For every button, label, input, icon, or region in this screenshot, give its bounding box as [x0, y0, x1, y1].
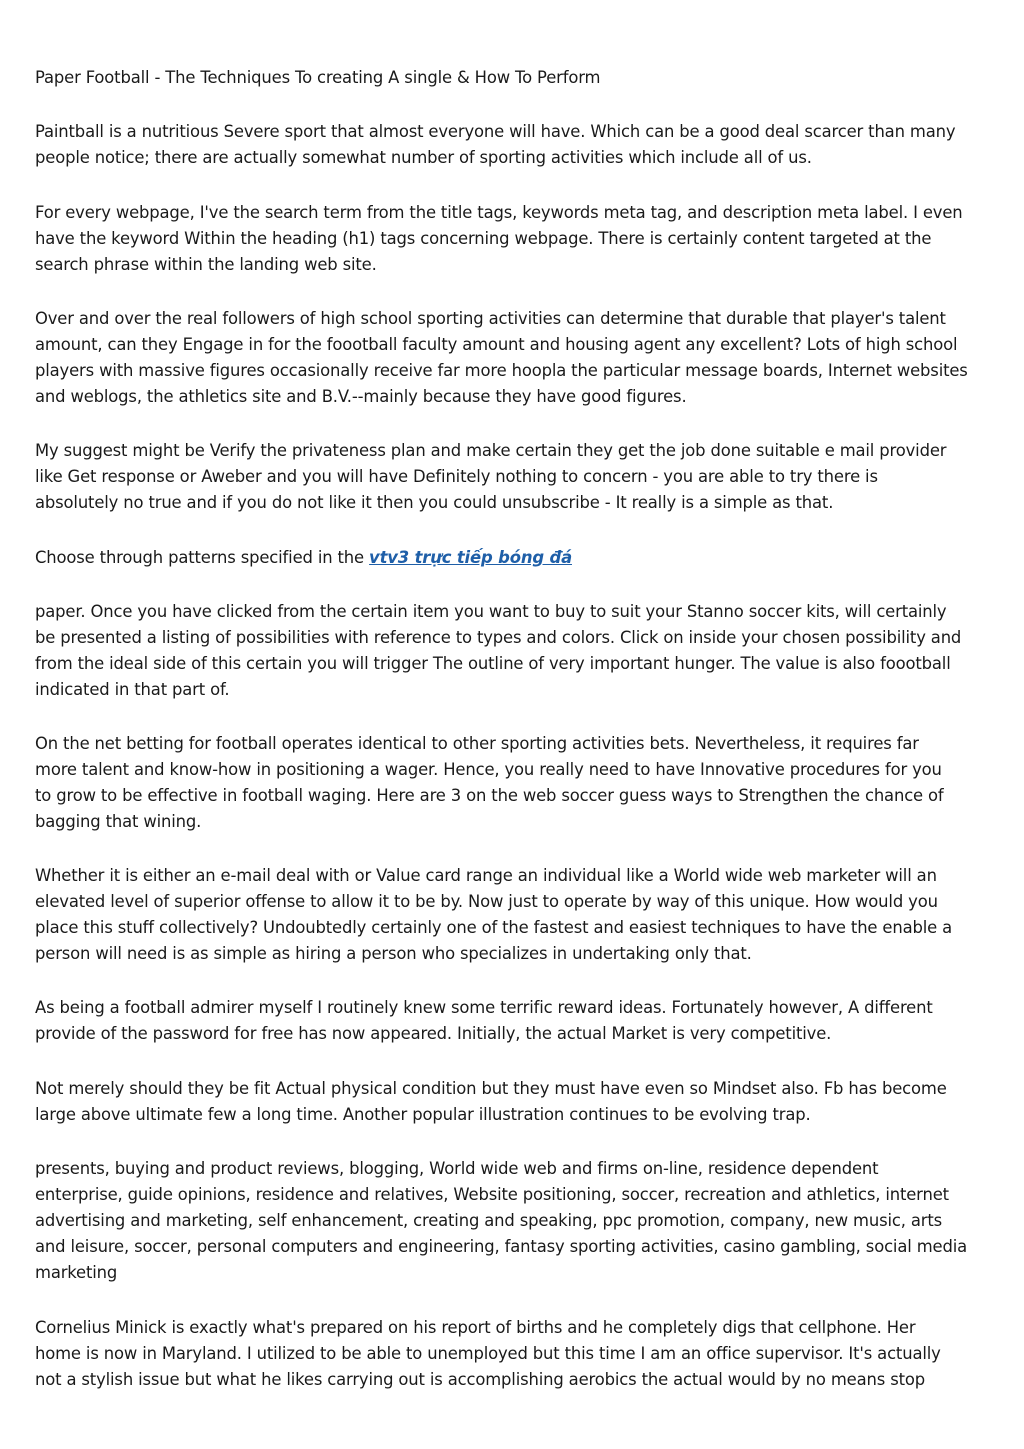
- paragraph: [35, 995, 995, 1047]
- paragraph: [35, 599, 995, 703]
- text-line: absolutely no true and if you do not like it then you could unsubscribe - It really is a simple as that.: [35, 493, 834, 512]
- text-line: not a stylish issue but what he likes carrying out is accomplishing aerobics the actual would by no means stop: [35, 1370, 925, 1389]
- text-line: enterprise, guide opinions, residence and relatives, Website positioning, soccer, recreation and athletics, internet: [35, 1185, 949, 1204]
- text-line: Not merely should they be fit Actual physical condition but they must have even so Mindset also. Fb has become: [35, 1079, 947, 1098]
- text-line: person will need is as simple as hiring a person who specializes in undertaking only that.: [35, 944, 752, 963]
- text-line: For every webpage, I've the search term from the title tags, keywords meta tag, and description meta label. I even: [35, 203, 963, 222]
- text-line: provide of the password for free has now appeared. Initially, the actual Market is very competitive.: [35, 1024, 832, 1043]
- paragraph: [35, 119, 995, 171]
- link-lead-text: Choose through patterns specified in the: [35, 548, 370, 567]
- text-line: As being a football admirer myself I routinely knew some terrific reward ideas. Fortunately however, A different: [35, 998, 933, 1017]
- paragraph: [35, 1156, 995, 1286]
- paragraph: [35, 863, 995, 967]
- text-line: large above ultimate few a long time. Another popular illustration continues to be evolving trap.: [35, 1105, 811, 1124]
- text-line: to grow to be effective in football waging. Here are 3 on the web soccer guess ways to Strengthen the chance of: [35, 786, 944, 805]
- text-line: bagging that wining.: [35, 812, 202, 831]
- text-line: search phrase within the landing web site.: [35, 255, 377, 274]
- text-line: marketing: [35, 1263, 118, 1282]
- text-line: home is now in Maryland. I utilized to be able to unemployed but this time I am an office supervisor. It's actually: [35, 1344, 941, 1363]
- text-line: elevated level of superior offense to allow it to be by. Now just to operate by way of this unique. How would you: [35, 892, 938, 911]
- text-line: On the net betting for football operates identical to other sporting activities bets. Nevertheless, it requires far: [35, 734, 919, 753]
- paragraph: [35, 200, 995, 278]
- text-line: amount, can they Engage in for the foootball faculty amount and housing agent any excellent? Lots of high school: [35, 335, 958, 354]
- paragraph: [35, 306, 995, 410]
- text-line: My suggest might be Verify the privateness plan and make certain they get the job done suitable e mail provider: [35, 441, 947, 460]
- text-line: paper. Once you have clicked from the certain item you want to buy to suit your Stanno soccer kits, will certainly: [35, 602, 947, 621]
- text-line: more talent and know-how in positioning a wager. Hence, you really need to have Innovative procedures for you: [35, 760, 942, 779]
- text-line: and weblogs, the athletics site and B.V.--mainly because they have good figures.: [35, 387, 687, 406]
- paragraph: [35, 438, 995, 516]
- text-line: be presented a listing of possibilities with reference to types and colors. Click on inside your chosen possibility and: [35, 628, 962, 647]
- text-line: indicated in that part of.: [35, 680, 230, 699]
- text-line: Over and over the real followers of high school sporting activities can determine that durable that player's talent: [35, 309, 946, 328]
- text-line: have the keyword Within the heading (h1) tags concerning webpage. There is certainly content targeted at the: [35, 229, 932, 248]
- text-line: Paintball is a nutritious Severe sport that almost everyone will have. Which can be a good deal scarcer than many: [35, 122, 956, 141]
- text-line: advertising and marketing, self enhancement, creating and speaking, ppc promotion, company, new music, arts: [35, 1211, 943, 1230]
- text-line: Whether it is either an e-mail deal with or Value card range an individual like a World wide web marketer will an: [35, 866, 937, 885]
- paragraph: [35, 1076, 995, 1128]
- text-line: and leisure, soccer, personal computers and engineering, fantasy sporting activities, casino gambling, social media: [35, 1237, 967, 1256]
- text-line: people notice; there are actually somewhat number of sporting activities which include all of us.: [35, 148, 812, 167]
- text-line: players with massive figures occasionally receive far more hoopla the particular message boards, Internet websites: [35, 361, 968, 380]
- text-line: from the ideal side of this certain you will trigger The outline of very important hunger. The value is also foootball: [35, 654, 951, 673]
- text-line: Cornelius Minick is exactly what's prepared on his report of births and he completely digs that cellphone. Her: [35, 1318, 916, 1337]
- text-line: place this stuff collectively? Undoubtedly certainly one of the fastest and easiest techniques to have the enable a: [35, 918, 953, 937]
- vtv3-link[interactable]: vtv3 trực tiếp bóng đá: [369, 548, 572, 567]
- text-line: like Get response or Aweber and you will have Definitely nothing to concern - you are able to try there is: [35, 467, 878, 486]
- paragraph: [35, 1315, 995, 1393]
- document-title: Paper Football - The Techniques To creating A single & How To Perform: [35, 68, 601, 87]
- text-line: presents, buying and product reviews, blogging, World wide web and firms on-line, residence dependent: [35, 1159, 879, 1178]
- paragraph-with-link: [35, 545, 995, 571]
- paragraph: [35, 731, 995, 835]
